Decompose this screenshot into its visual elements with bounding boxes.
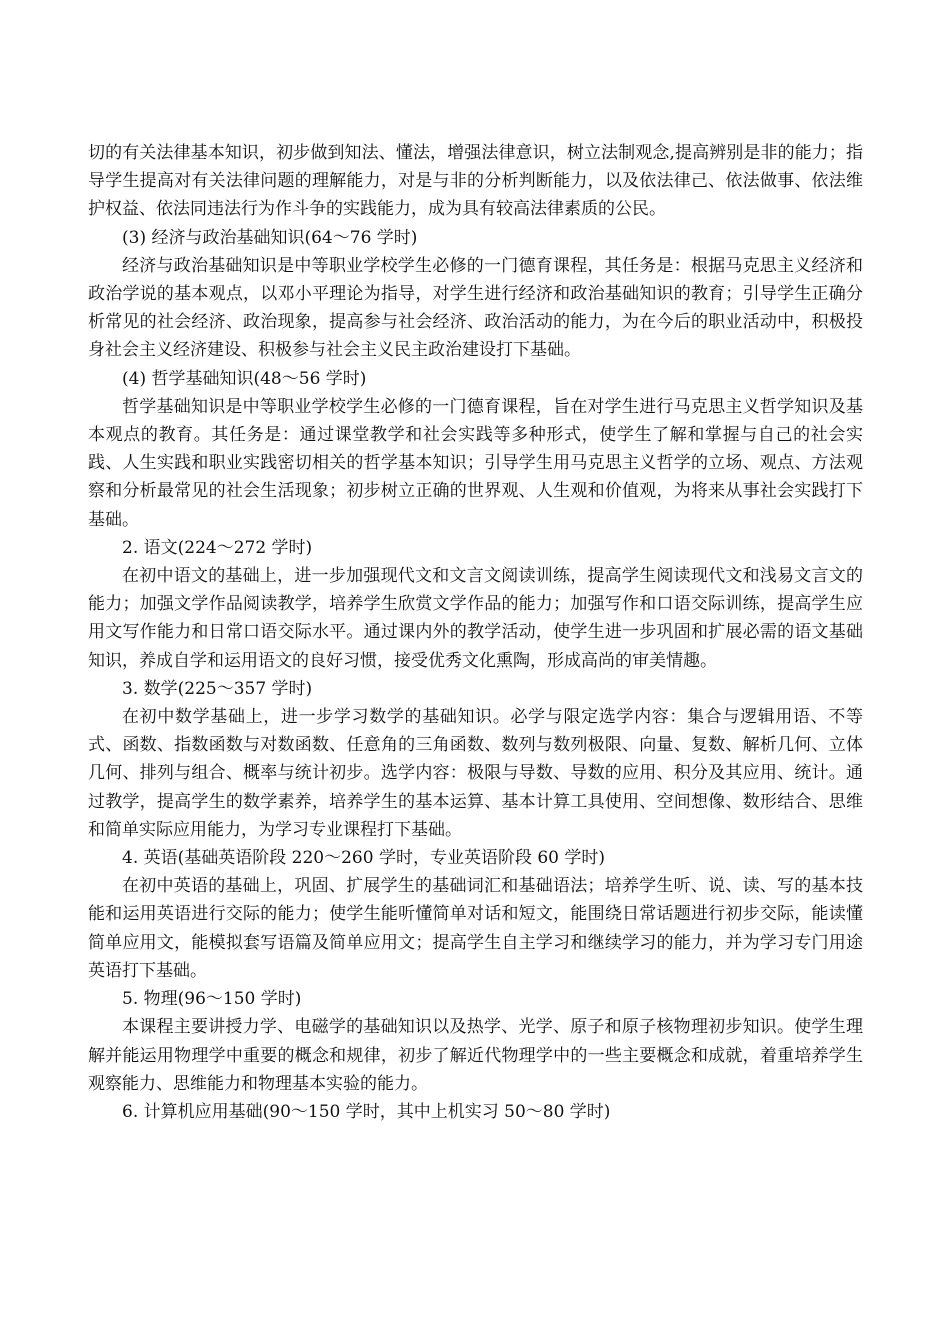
heading-philosophy: (4) 哲学基础知识(48～56 学时) <box>122 368 367 389</box>
heading-chinese: 2. 语文(224～272 学时) <box>122 537 313 558</box>
heading-economics-politics: (3) 经济与政治基础知识(64～76 学时) <box>122 227 418 248</box>
paragraph-english: 在初中英语的基础上，巩固、扩展学生的基础词汇和基础语法；培养学生听、说、读、写的基本技能和运用英语进行交际的能力；使学生能听懂简单对话和短文，能围绕日常话题进行初步交际，能读懂简单应用文，能模拟套写语篇及简单应用文；提高学生自主学习和继续学习的能力，并为学习专门用途英语打下基础。 <box>88 876 863 981</box>
paragraph-mathematics: 在初中数学基础上，进一步学习数学的基础知识。必学与限定选学内容：集合与逻辑用语、不等式、函数、指数函数与对数函数、任意角的三角函数、数列与数列极限、向量、复数、解析几何、立体几何、排列与组合、概率与统计初步。选学内容：极限与导数、导数的应用、积分及其应用、统计。通过教学，提高学生的数学素养，培养学生的基本运算、基本计算工具使用、空间想像、数形结合、思维和简单实际应用能力，为学习专业课程打下基础。 <box>88 707 863 840</box>
paragraph-economics-politics: 经济与政治基础知识是中等职业学校学生必修的一门德育课程，其任务是：根据马克思主义经济和政治学说的基本观点，以邓小平理论为指导，对学生进行经济和政治基础知识的教育；引导学生正确分析常见的社会经济、政治现象，提高参与社会经济、政治活动的能力，为在今后的职业活动中，积极投身社会主义经济建设、积极参与社会主义民主政治建设打下基础。 <box>88 255 863 361</box>
paragraph-physics: 本课程主要讲授力学、电磁学的基础知识以及热学、光学、原子和原子核物理初步知识。使学生理解并能运用物理学中重要的概念和规律，初步了解近代物理学中的一些主要概念和成就，着重培养学生观察能力、思维能力和物理基本实验的能力。 <box>88 1017 863 1094</box>
paragraph-law-continued: 切的有关法律基本知识，初步做到知法、懂法，增强法律意识，树立法制观念,提高辨别是非的能力；指导学生提高对有关法律问题的理解能力，对是与非的分析判断能力，以及依法律己、依法做事、依法维护权益、依法同违法行为作斗争的实践能力，成为具有较高法律素质的公民。 <box>88 143 863 220</box>
heading-english: 4. 英语(基础英语阶段 220～260 学时，专业英语阶段 60 学时) <box>122 848 606 869</box>
paragraph-philosophy: 哲学基础知识是中等职业学校学生必修的一门德育课程，旨在对学生进行马克思主义哲学知识及基本观点的教育。其任务是：通过课堂教学和社会实践等多种形式，使学生了解和掌握与自己的社会实践、人生实践和职业实践密切相关的哲学基本知识；引导学生用马克思主义哲学的立场、观点、方法观察和分析最常见的社会生活现象；初步树立正确的世界观、人生观和价值观，为将来从事社会实践打下基础。 <box>88 396 863 530</box>
heading-computer-basics: 6. 计算机应用基础(90～150 学时，其中上机实习 50～80 学时) <box>122 1101 611 1122</box>
heading-mathematics: 3. 数学(225～357 学时) <box>122 678 313 699</box>
document-page <box>88 139 863 1126</box>
heading-physics: 5. 物理(96～150 学时) <box>122 989 302 1010</box>
paragraph-chinese: 在初中语文的基础上，进一步加强现代文和文言文阅读训练，提高学生阅读现代文和浅易文言文的能力；加强文学作品阅读教学，培养学生欣赏文学作品的能力；加强写作和口语交际训练，提高学生应用文写作能力和日常口语交际水平。通过课内外的教学活动，使学生进一步巩固和扩展必需的语文基础知识，养成自学和运用语文的良好习惯，接受优秀文化熏陶，形成高尚的审美情趣。 <box>88 566 863 671</box>
